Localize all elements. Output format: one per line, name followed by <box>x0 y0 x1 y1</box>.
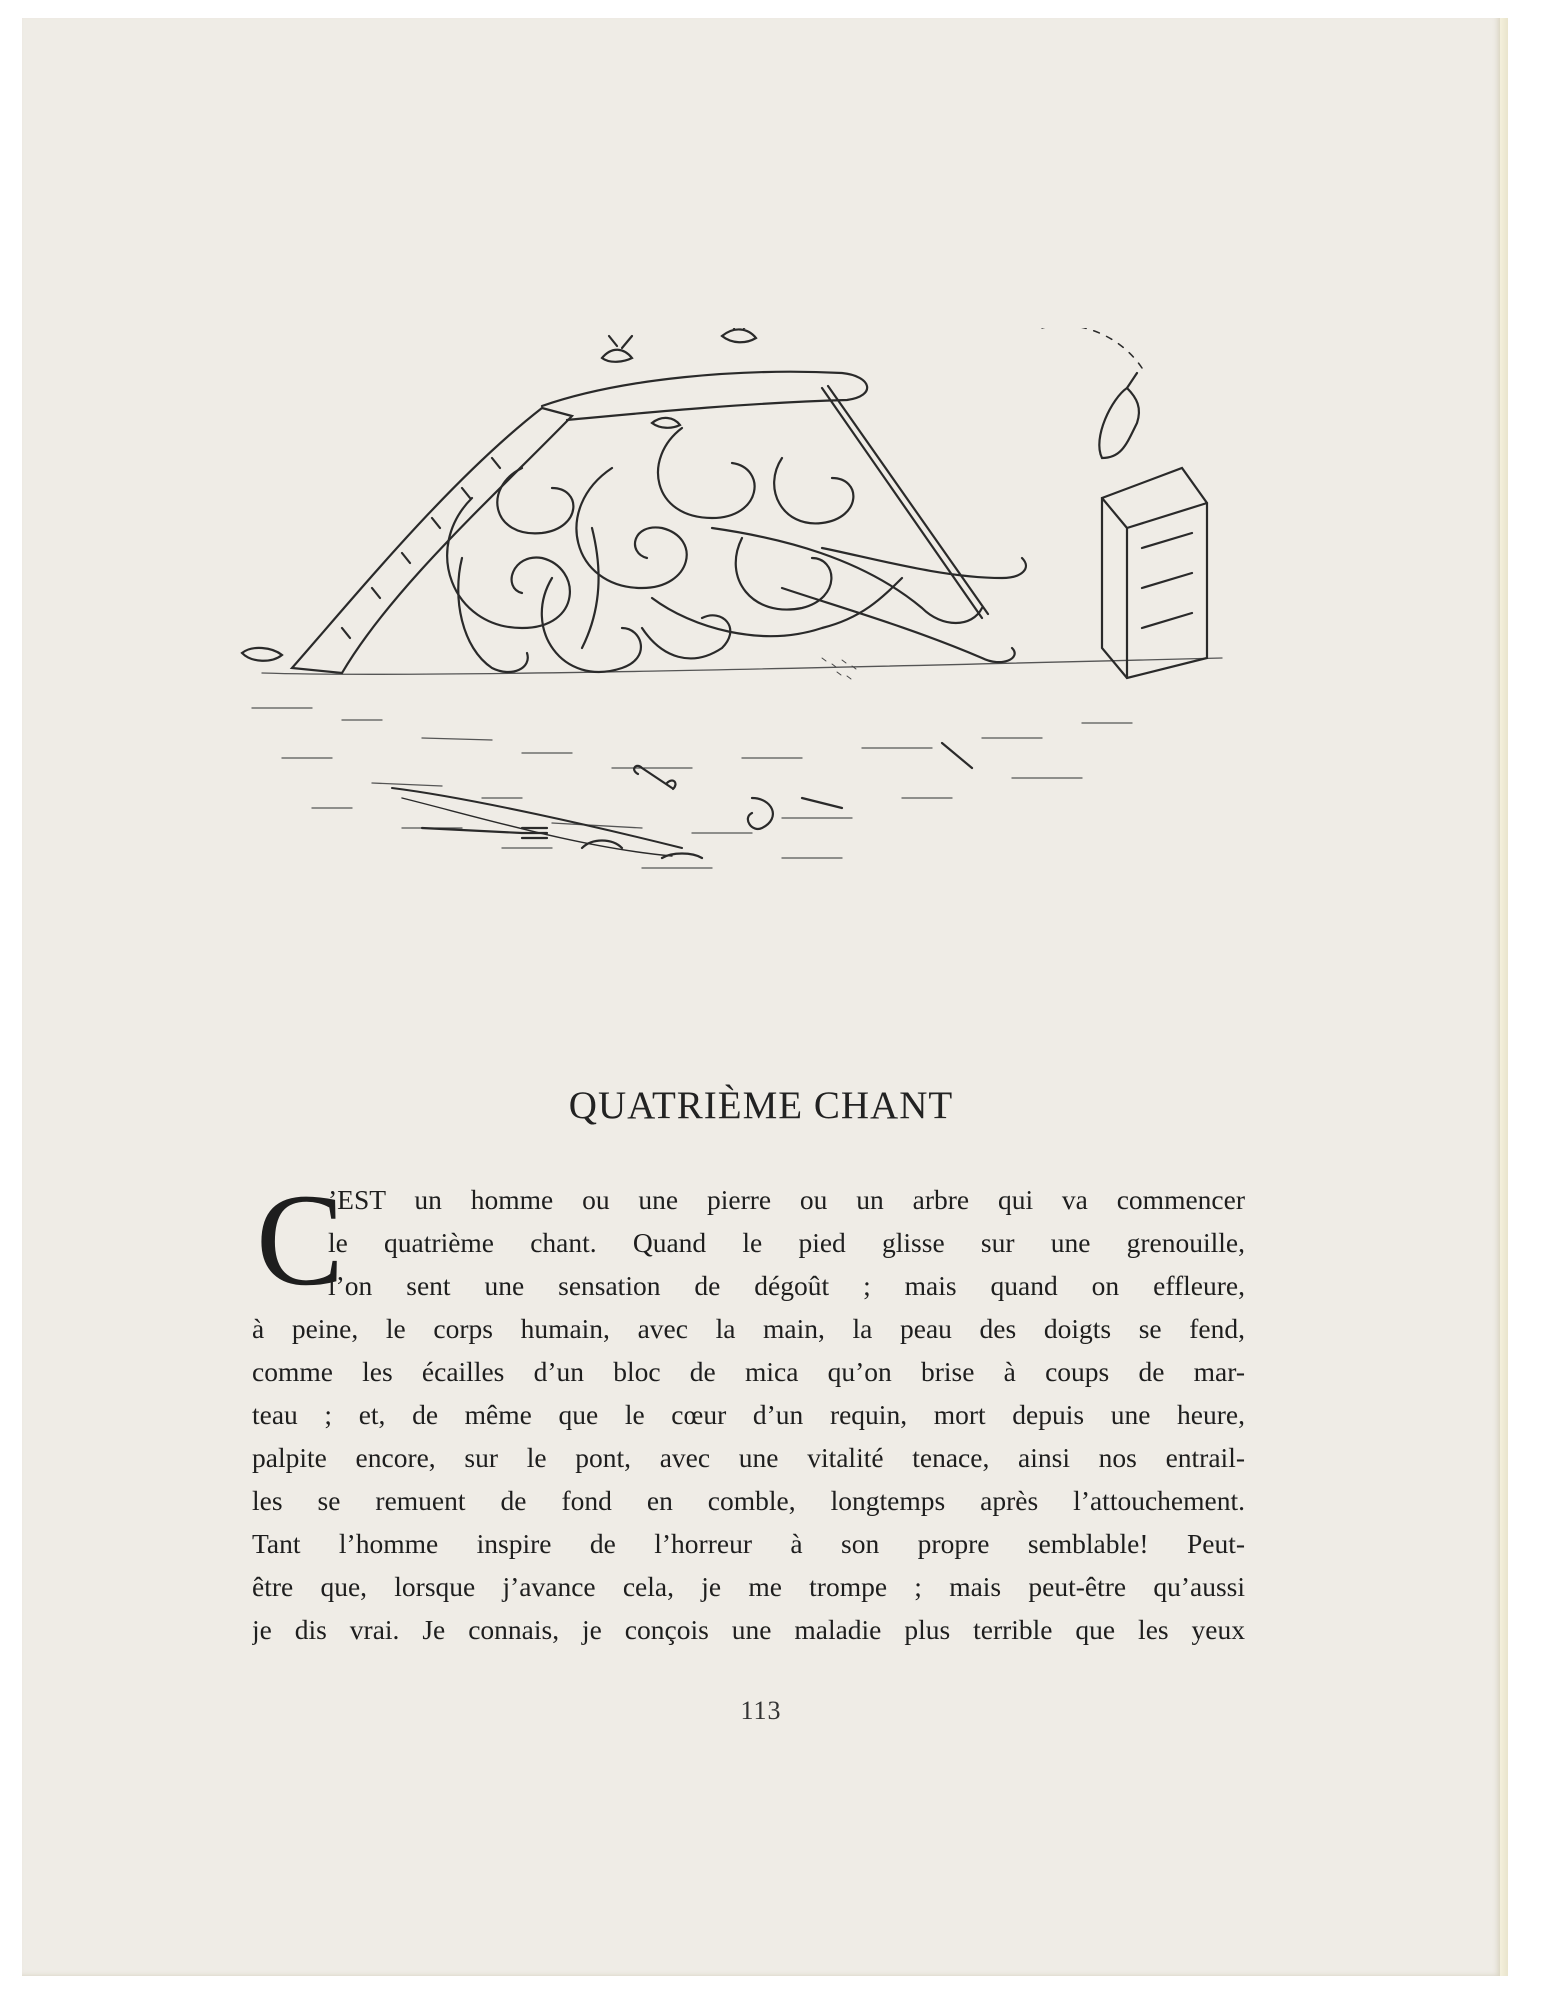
drop-cap: C <box>256 1166 345 1313</box>
body-text <box>252 1166 1245 1651</box>
text-line: l’on sent une sensation de dégoût ; mais quand on effleure, <box>328 1270 1245 1301</box>
chapter-title: QUATRIÈME CHANT <box>568 1084 954 1127</box>
text-line: ’EST un homme ou une pierre ou un arbre qui va commencer <box>328 1184 1245 1215</box>
page-number: 113 <box>740 1696 782 1725</box>
text-line: être que, lorsque j’avance cela, je me trompe ; mais peut-être qu’aussi <box>252 1571 1245 1602</box>
text-line: Tant l’homme inspire de l’horreur à son propre semblable! Peut- <box>252 1528 1245 1559</box>
text-line: les se remuent de fond en comble, longtemps après l’attouchement. <box>252 1485 1245 1516</box>
text-line: à peine, le corps humain, avec la main, la peau des doigts se fend, <box>252 1313 1245 1344</box>
text-line: je dis vrai. Je connais, je conçois une maladie plus terrible que les yeux <box>252 1614 1245 1645</box>
text-line: palpite encore, sur le pont, avec une vitalité tenace, ainsi nos entrail- <box>252 1442 1245 1473</box>
text-line: le quatrième chant. Quand le pied glisse sur une grenouille, <box>328 1227 1245 1258</box>
page-edge <box>1500 18 1508 1976</box>
book-page <box>22 18 1503 1976</box>
text-line: comme les écailles d’un bloc de mica qu’on brise à coups de mar- <box>252 1356 1245 1387</box>
text-line: teau ; et, de même que le cœur d’un requin, mort depuis une heure, <box>252 1399 1245 1430</box>
engraving-illustration <box>222 328 1252 908</box>
